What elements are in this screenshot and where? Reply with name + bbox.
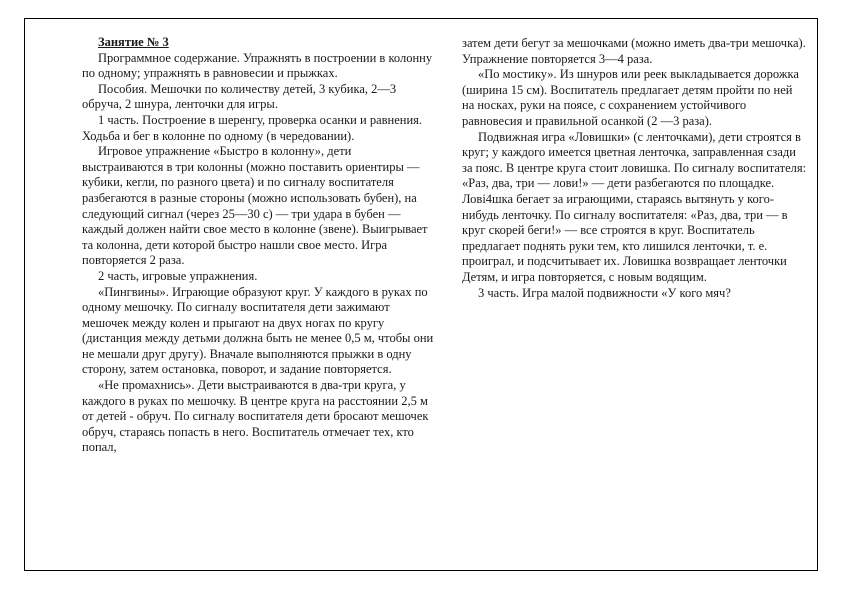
- paragraph-catch-game: Подвижная игра «Ловишки» (с ленточками), дети строятся в круг; у каждого имеется цветная ленточка, заправленная сзади за пояс. В центре круга стоит ловишка. По сигналу воспитателя: «Раз, два, три — лови!» — дети разбегаются по площадке. Лові4шка бегает за играющими, стараясь вытянуть у кого-нибудь ленточку. По сигналу воспитателя: «Раз, два, три — в круг скорей беги!» — все строятся в круг. Воспитатель предлагает поднять руки тем, кто лишился ленточки, т. е. проиграл, и подсчитывает их. Ловишка возвращает ленточки Детям, и игра повторяется, с новым водящим.: [462, 129, 807, 284]
- paragraph-program-content: Программное содержание. Упражнять в построении в колонну по одному; упражнять в равновесии и прыжках.: [82, 50, 433, 81]
- paragraph-continuation: затем дети бегут за мешочками (можно иметь два-три мешочка). Упражнение повторяется 3—4 раза.: [462, 36, 806, 66]
- paragraph-dont-miss: «Не промахнись». Дети выстраиваются в два-три круга, у каждого в руках по мешочку. В центре круга на расстоянии 2,5 м от детей - обруч. По сигналу воспитателя дети бросают мешочек обруч, стараясь попасть в него. Воспитатель отмечает тех, кто попал,: [82, 378, 429, 455]
- left-column: [82, 35, 434, 456]
- paragraph-materials: Пособия. Мешочки по количеству детей, 3 кубика, 2—3 обруча, 2 шнура, ленточки для игры.: [82, 81, 397, 112]
- paragraph-part-one: 1 часть. Построение в шеренгу, проверка осанки и равнения. Ходьба и бег в колонне по одному (в чередовании).: [82, 112, 423, 143]
- paragraph-penguins: «Пингвины». Играющие образуют круг. У каждого в руках по одному мешочку. По сигналу воспитателя дети зажимают мешочек между колен и прыгают на двух ногах по кругу (дистанция между детьми должна быть не менее 0,5 м, чтобы они не мешали друг другу). Вначале выполняются прыжки в одну сторону, затем остановка, поворот, и задание повторяется.: [82, 284, 434, 377]
- right-column: [462, 36, 807, 301]
- paragraph-game-fast-column: Игровое упражнение «Быстро в колонну», дети выстраиваются в три колонны (можно поставить ориентиры — кубики, кегли, по разного цвета) и по сигналу воспитателя разбегаются в разные стороны (можно использовать бубен), на следующий сигнал (через 25—30 с) — три удара в бубен — каждый должен найти свое место в колонне (звене). Выигрывает та колонна, дети которой быстро нашли свое место. Игра повторяется 2 раза.: [82, 144, 428, 268]
- lesson-title: Занятие № 3: [98, 35, 169, 49]
- paragraph-part-three: 3 часть. Игра малой подвижности «У кого мяч?: [478, 285, 731, 300]
- page-frame: [24, 18, 818, 571]
- paragraph-bridge: «По мостику». Из шнуров или реек выкладывается дорожка (ширина 15 см). Воспитатель предлагает детям пройти по ней на носках, руки на поясе, с сохранением устойчивого равновесия и правильной осанкой (2 —3 раза).: [462, 67, 799, 128]
- paragraph-part-two: 2 часть, игровые упражнения.: [98, 268, 258, 283]
